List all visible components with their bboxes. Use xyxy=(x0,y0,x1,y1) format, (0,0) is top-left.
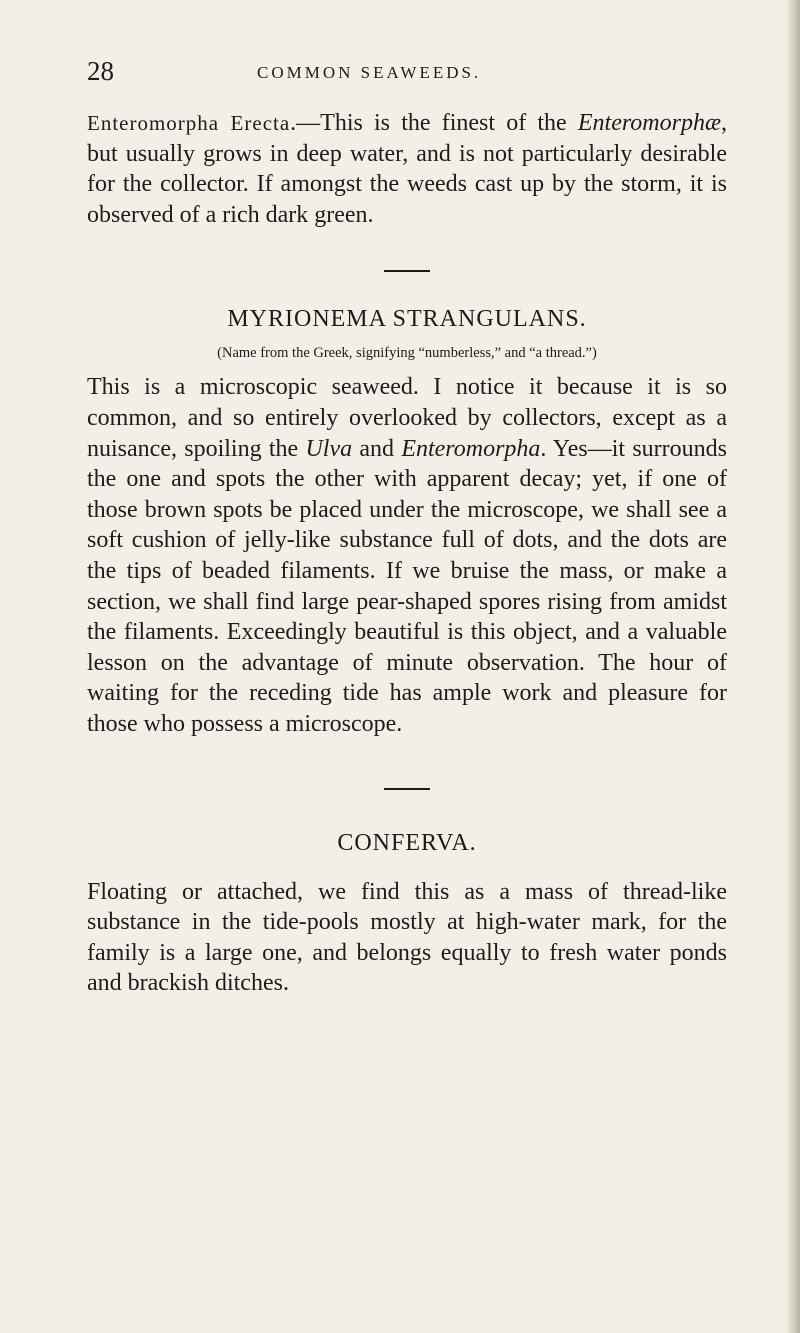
section-divider xyxy=(384,270,430,272)
italic-term: Enteromorpha xyxy=(401,435,541,462)
section-divider xyxy=(384,788,430,790)
myrionema-paragraph: This is a microscopic seaweed. I notice it because it is so common, and so entirely overlooked by collectors, except as a nuisance, spoiling the Ulva and Enteromorpha. Yes—it surrounds the one and spots the other with apparent decay; yet, if one of those brown spots be placed under the microscope, we shall see a soft cushion of jelly-like substance full of dots, and the dots are the tips of beaded filaments. If we bruise the mass, or make a section, we shall find large pear-shaped spores rising from amidst the filaments. Exceedingly beautiful is this object, and a valuable lesson on the advantage of minute observation. The hour of waiting for the receding tide has ample work and pleasure for those who possess a microscope. xyxy=(87,374,727,737)
page-body xyxy=(87,108,727,999)
enteromorpha-erecta-paragraph: Enteromorpha Erecta.—This is the finest of the Enteromorphæ, but usually grows in deep water, and is not particularly desirable for the collector. If amongst the weeds cast up by the storm, it is observed of a rich dark green. xyxy=(87,110,727,228)
page-header xyxy=(87,56,727,96)
italic-term: Enteromorphæ xyxy=(577,110,721,136)
running-title: COMMON SEAWEEDS. xyxy=(257,63,482,82)
italic-term: Ulva xyxy=(305,435,353,462)
section-title-myrionema: MYRIONEMA STRANGULANS. xyxy=(227,306,587,333)
etymology-note: (Name from the Greek, signifying “numberless,” and “a thread.”) xyxy=(217,345,597,362)
section-heading-enteromorpha-erecta: Enteromorpha Erecta xyxy=(87,111,291,135)
conferva-paragraph: Floating or attached, we find this as a mass of thread-like substance in the tide-pools mostly at high-water mark, for the family is a large one, and belongs equally to fresh water ponds and brackish ditches. xyxy=(87,878,727,997)
page-number: 28 xyxy=(87,56,114,86)
section-title-conferva: CONFERVA. xyxy=(337,829,477,856)
page-edge-shadow xyxy=(786,0,800,1333)
